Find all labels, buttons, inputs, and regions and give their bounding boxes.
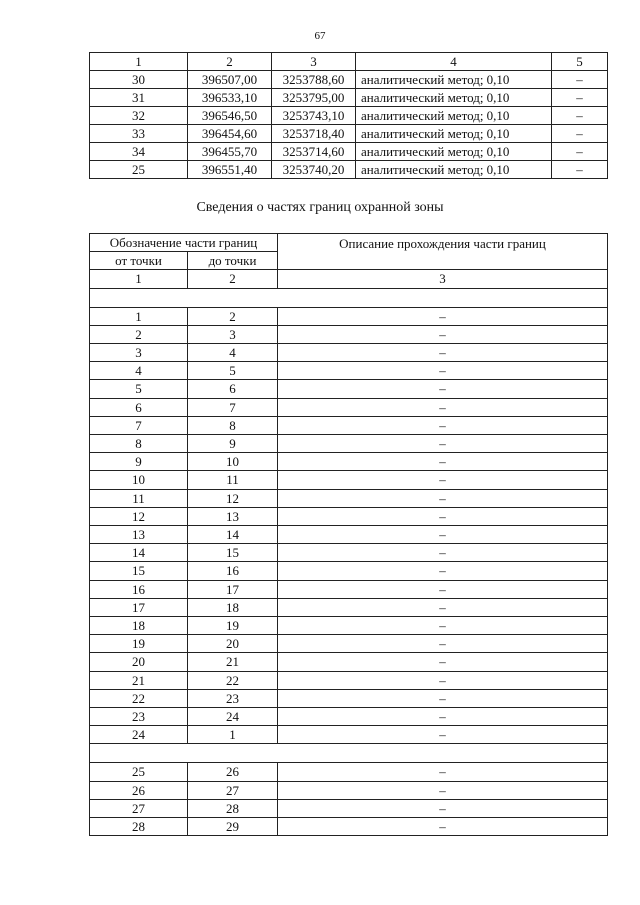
note-cell: – [552,161,608,179]
description-cell: – [278,818,608,836]
from-point-cell: 1 [90,307,188,325]
description-cell: – [278,708,608,726]
parts-header-row [90,234,608,252]
description-cell: – [278,398,608,416]
description-cell: – [278,380,608,398]
description-cell: – [278,799,608,817]
to-point-cell: 28 [188,799,278,817]
point-number-cell: 25 [90,161,188,179]
table-row [90,580,608,598]
x-coordinate-cell: 396455,70 [188,143,272,161]
to-point-cell: 10 [188,453,278,471]
description-cell: – [278,763,608,781]
table-row [90,125,608,143]
method-cell: аналитический метод; 0,10 [356,161,552,179]
from-point-cell: 6 [90,398,188,416]
from-point-cell: 9 [90,453,188,471]
from-point-cell: 8 [90,435,188,453]
to-point-cell: 14 [188,526,278,544]
description-cell: – [278,689,608,707]
description-cell: – [278,671,608,689]
description-cell: – [278,507,608,525]
to-point-cell: 26 [188,763,278,781]
table-row [90,471,608,489]
from-point-cell: 5 [90,380,188,398]
coordinates-table [89,52,608,179]
table-row [90,708,608,726]
note-cell: – [552,125,608,143]
method-cell: аналитический метод; 0,10 [356,107,552,125]
table-row [90,507,608,525]
method-cell: аналитический метод; 0,10 [356,125,552,143]
to-point-cell: 22 [188,671,278,689]
coordinates-header-cell: 5 [552,53,608,71]
description-cell: – [278,653,608,671]
note-cell: – [552,107,608,125]
from-point-cell: 10 [90,471,188,489]
to-point-cell: 21 [188,653,278,671]
table-row [90,435,608,453]
column-number-cell: 1 [90,270,188,288]
description-cell: – [278,598,608,616]
table-row [90,598,608,616]
to-point-cell: 12 [188,489,278,507]
table-row [90,89,608,107]
to-point-cell: 1 [188,726,278,744]
separator-cell [90,744,608,763]
description-cell: – [278,416,608,434]
table-row [90,344,608,362]
table-row [90,617,608,635]
method-cell: аналитический метод; 0,10 [356,89,552,107]
coordinates-header-cell: 1 [90,53,188,71]
point-number-cell: 31 [90,89,188,107]
separator-row [90,288,608,307]
from-point-cell: 19 [90,635,188,653]
description-cell: – [278,435,608,453]
from-point-cell: 27 [90,799,188,817]
note-cell: – [552,143,608,161]
separator-cell [90,288,608,307]
from-point-cell: 20 [90,653,188,671]
description-cell: – [278,362,608,380]
table-row [90,380,608,398]
from-point-cell: 24 [90,726,188,744]
boundary-designation-header: Обозначение части границ [90,234,278,252]
section-title: Сведения о частях границ охранной зоны [196,200,444,215]
parts-number-row [90,270,608,288]
from-point-cell: 26 [90,781,188,799]
from-point-cell: 13 [90,526,188,544]
from-point-cell: 22 [90,689,188,707]
column-number-cell: 3 [278,270,608,288]
to-point-cell: 18 [188,598,278,616]
from-point-cell: 3 [90,344,188,362]
from-point-cell: 21 [90,671,188,689]
table-row [90,416,608,434]
to-point-cell: 29 [188,818,278,836]
table-row [90,526,608,544]
coordinates-header-cell: 4 [356,53,552,71]
description-cell: – [278,544,608,562]
from-point-cell: 15 [90,562,188,580]
boundary-parts-table [89,233,608,836]
note-cell: – [552,71,608,89]
to-point-cell: 4 [188,344,278,362]
to-point-cell: 7 [188,398,278,416]
table-row [90,763,608,781]
boundary-parts-table-body [90,234,608,836]
table-row [90,799,608,817]
table-row [90,818,608,836]
method-cell: аналитический метод; 0,10 [356,71,552,89]
point-number-cell: 30 [90,71,188,89]
separator-row [90,744,608,763]
page-number: 67 [314,30,326,42]
table-row [90,489,608,507]
to-point-cell: 5 [188,362,278,380]
x-coordinate-cell: 396546,50 [188,107,272,125]
y-coordinate-cell: 3253718,40 [272,125,356,143]
description-cell: – [278,726,608,744]
to-point-cell: 11 [188,471,278,489]
table-row [90,398,608,416]
to-point-cell: 24 [188,708,278,726]
point-number-cell: 33 [90,125,188,143]
from-point-cell: 4 [90,362,188,380]
x-coordinate-cell: 396454,60 [188,125,272,143]
table-row [90,143,608,161]
description-cell: – [278,344,608,362]
to-point-cell: 15 [188,544,278,562]
coordinates-table-body [90,53,608,179]
from-point-cell: 23 [90,708,188,726]
from-point-cell: 17 [90,598,188,616]
point-number-cell: 34 [90,143,188,161]
table-row [90,453,608,471]
description-cell: – [278,562,608,580]
from-point-cell: 28 [90,818,188,836]
column-number-cell: 2 [188,270,278,288]
from-point-header: от точки [90,252,188,270]
y-coordinate-cell: 3253743,10 [272,107,356,125]
to-point-cell: 9 [188,435,278,453]
note-cell: – [552,89,608,107]
table-row [90,544,608,562]
table-row [90,635,608,653]
description-cell: – [278,471,608,489]
coordinates-header-cell: 2 [188,53,272,71]
description-cell: – [278,635,608,653]
to-point-cell: 8 [188,416,278,434]
boundary-description-header: Описание прохождения части границ [278,234,608,270]
x-coordinate-cell: 396533,10 [188,89,272,107]
table-row [90,726,608,744]
description-cell: – [278,307,608,325]
to-point-cell: 19 [188,617,278,635]
description-cell: – [278,453,608,471]
table-row [90,325,608,343]
table-row [90,781,608,799]
coordinates-header-row [90,53,608,71]
from-point-cell: 11 [90,489,188,507]
table-row [90,562,608,580]
description-cell: – [278,617,608,635]
y-coordinate-cell: 3253795,00 [272,89,356,107]
to-point-cell: 20 [188,635,278,653]
description-cell: – [278,325,608,343]
from-point-cell: 12 [90,507,188,525]
from-point-cell: 14 [90,544,188,562]
to-point-cell: 13 [188,507,278,525]
to-point-cell: 16 [188,562,278,580]
method-cell: аналитический метод; 0,10 [356,143,552,161]
y-coordinate-cell: 3253740,20 [272,161,356,179]
x-coordinate-cell: 396507,00 [188,71,272,89]
to-point-cell: 27 [188,781,278,799]
table-row [90,307,608,325]
to-point-cell: 3 [188,325,278,343]
from-point-cell: 2 [90,325,188,343]
to-point-cell: 6 [188,380,278,398]
table-row [90,71,608,89]
to-point-cell: 2 [188,307,278,325]
table-row [90,362,608,380]
from-point-cell: 25 [90,763,188,781]
to-point-cell: 17 [188,580,278,598]
to-point-cell: 23 [188,689,278,707]
from-point-cell: 18 [90,617,188,635]
table-row [90,161,608,179]
description-cell: – [278,781,608,799]
description-cell: – [278,489,608,507]
description-cell: – [278,526,608,544]
point-number-cell: 32 [90,107,188,125]
description-cell: – [278,580,608,598]
from-point-cell: 16 [90,580,188,598]
y-coordinate-cell: 3253714,60 [272,143,356,161]
x-coordinate-cell: 396551,40 [188,161,272,179]
from-point-cell: 7 [90,416,188,434]
table-row [90,653,608,671]
table-row [90,671,608,689]
table-row [90,689,608,707]
table-row [90,107,608,125]
y-coordinate-cell: 3253788,60 [272,71,356,89]
coordinates-header-cell: 3 [272,53,356,71]
to-point-header: до точки [188,252,278,270]
